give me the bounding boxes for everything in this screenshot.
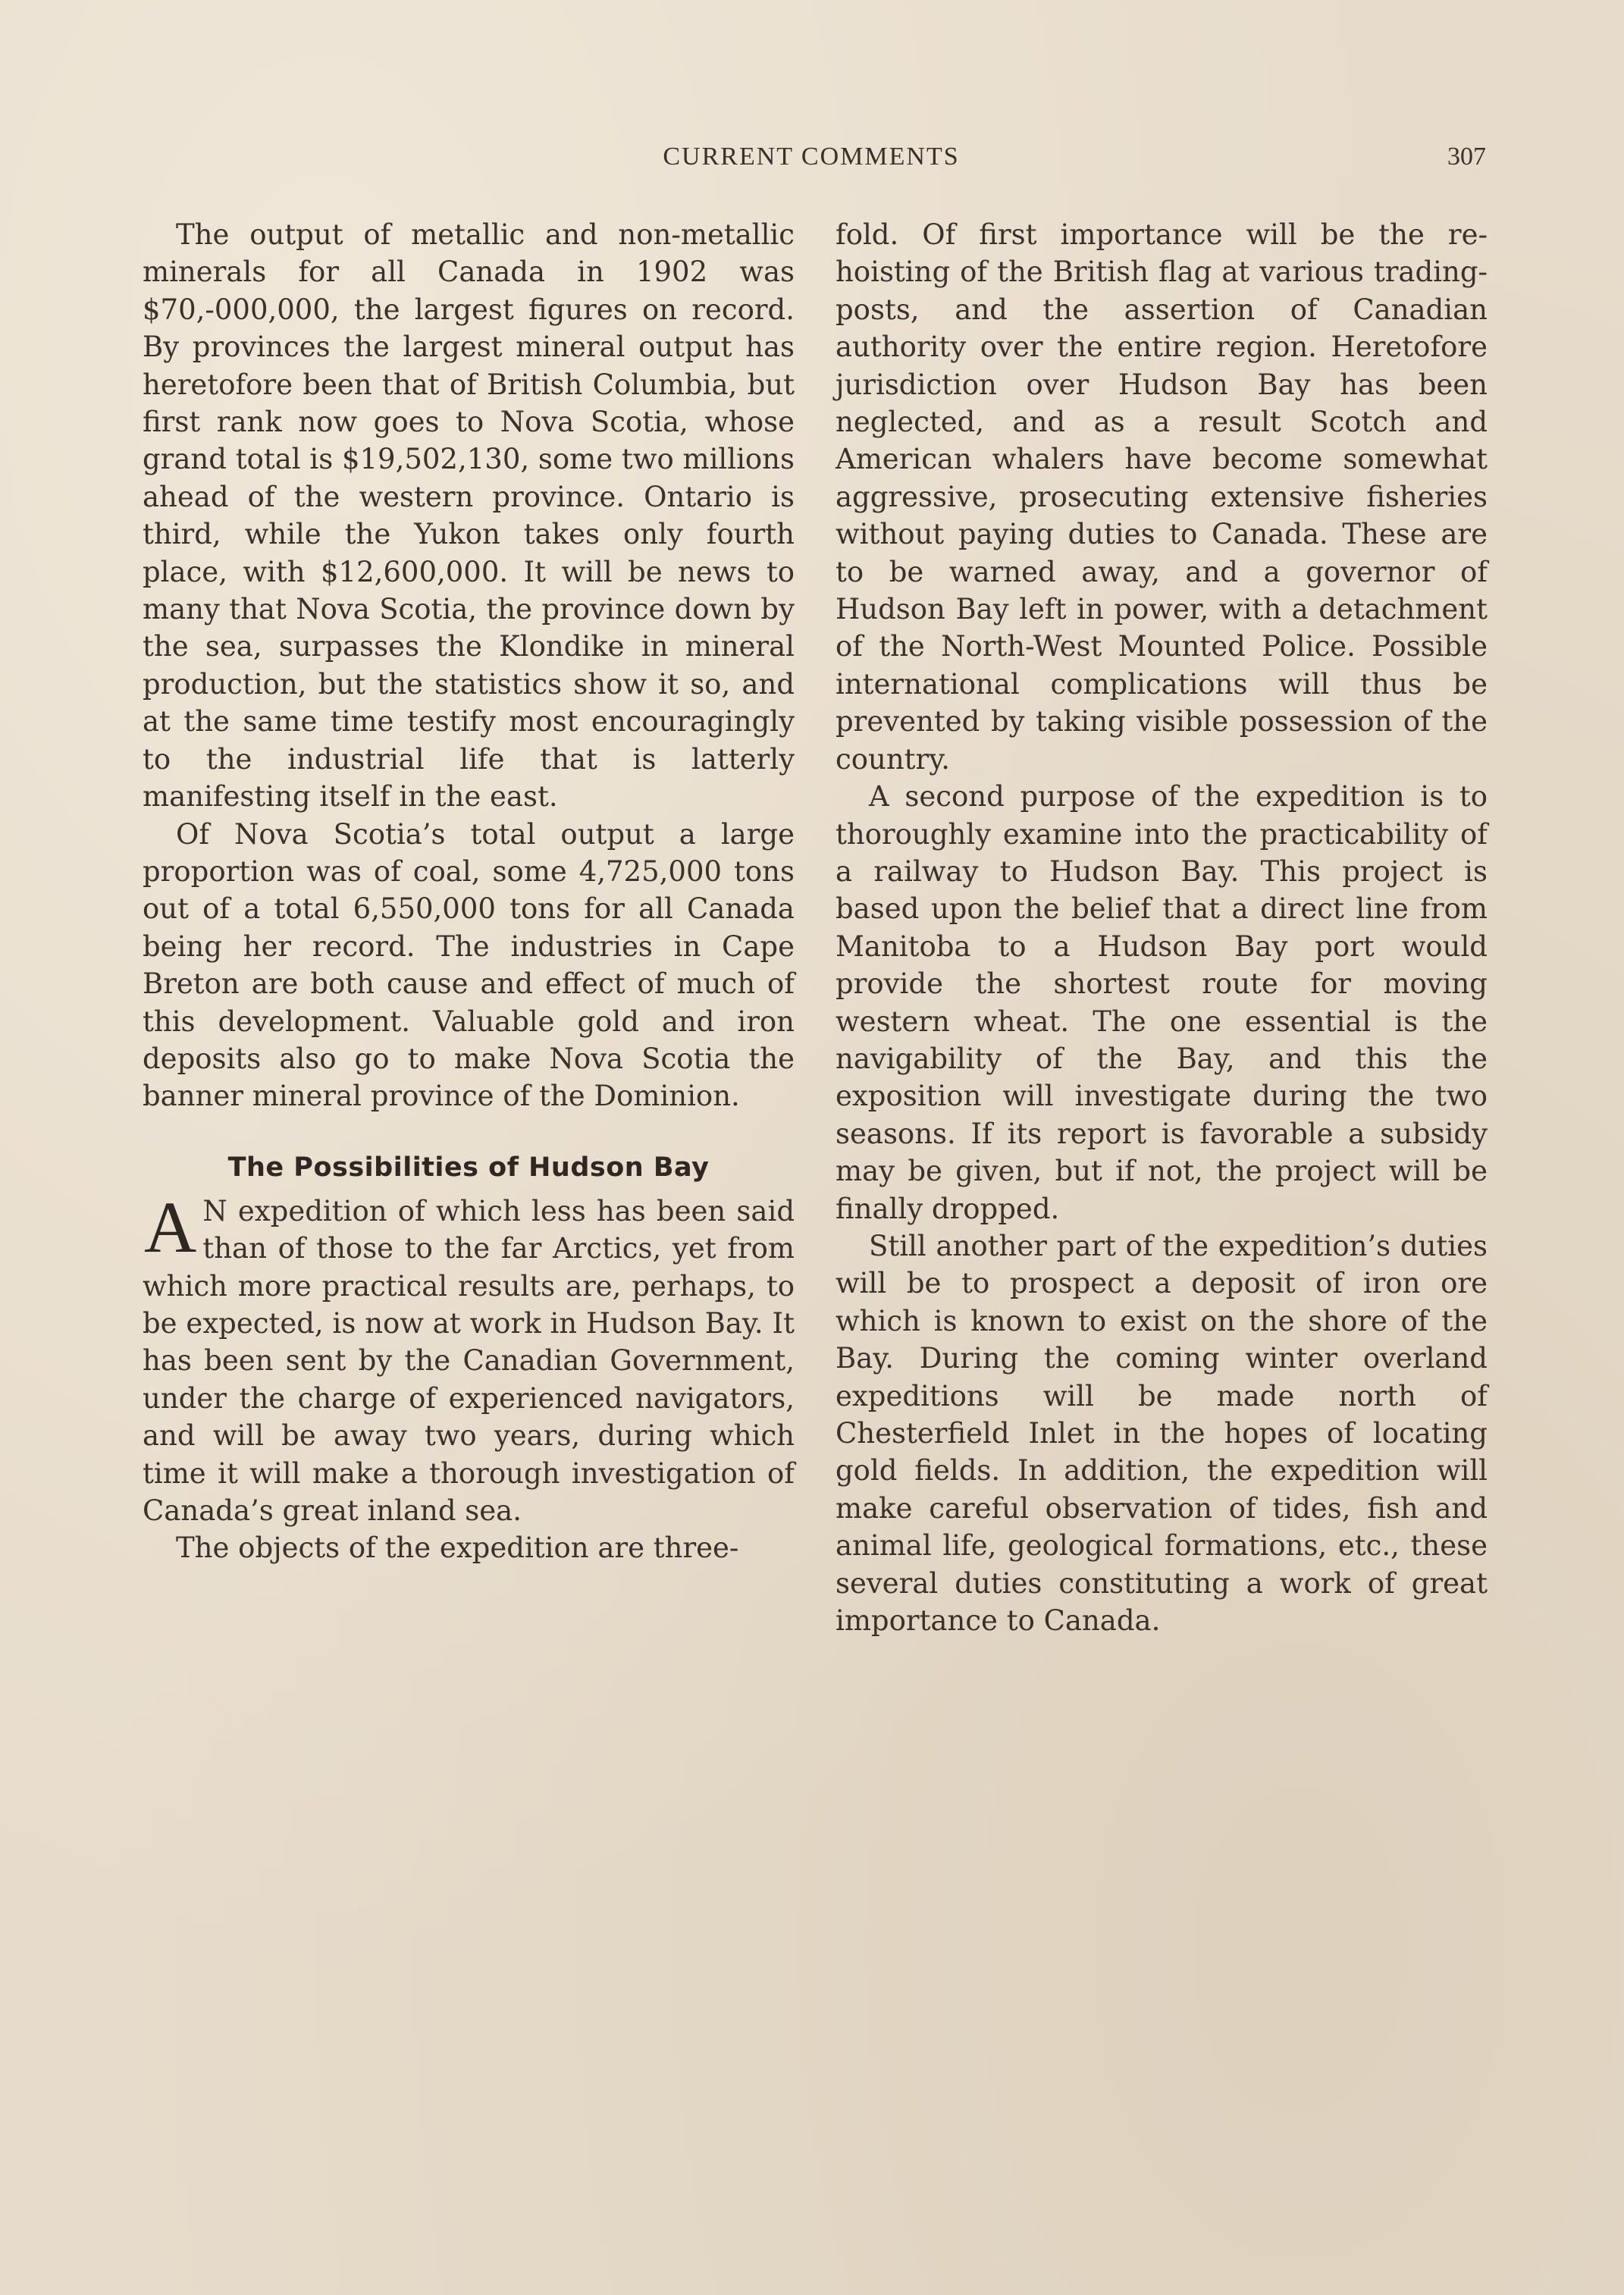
paragraph-expedition-intro [143, 1186, 795, 1530]
drop-cap: A [144, 1186, 197, 1268]
paragraph-objects: The objects of the expedition are three- [176, 1532, 739, 1565]
section-heading: The Possibilities of Hudson Bay [227, 1152, 710, 1183]
paragraph-expedition-intro-text: expedition of which less has been said than of those to the far Arctics, yet from which more practical results are, perhaps, to be expected, is now at work in Hudson Bay. It has been sent by the Canadian Government, under the charge of experienced navigators, and will be away two years, during which time it will make a thorough investigation of Canada’s great inland sea. [143, 1194, 795, 1527]
paragraph-objects-continued: fold. Of first importance will be the re-hoisting of the British flag at various trading-posts, and the assertion of Canadian authority over the entire region. Heretofore jurisdiction over Hudson Bay has been neglected, and as a result Scotch and American whalers have become somewhat aggressive, prosecuting extensive fisheries without paying duties to Canada. These are to be warned away, and a governor of Hudson Bay left in power, with a detachment of the North-West Mounted Police. Possible international complications will thus be prevented by taking visible possession of the country. [836, 218, 1488, 776]
paragraph-mineral-output: The output of metallic and non-metallic minerals for all Canada in 1902 was $70,-000,000, the largest figures on record. By provinces the largest mineral output has heretofore been that of British Columbia, but first rank now goes to Nova Scotia, whose grand total is $19,502,130, some two millions ahead of the western province. Ontario is third, while the Yukon takes only fourth place, with $12,600,000. It will be news to many that Nova Scotia, the province down by the sea, surpasses the Klondike in mineral production, but the statistics show it so, and at the same time testify most encouragingly to the industrial life that is latterly manifesting itself in the east. [143, 218, 795, 814]
page-header [0, 143, 1624, 180]
paragraph-railway: A second purpose of the expedition is to thoroughly examine into the practicability of a railway to Hudson Bay. This project is based upon the belief that a direct line from Manitoba to a Hudson Bay port would provide the shortest route for moving western wheat. The one essential is the navigability of the Bay, and this the exposition will investigate during the two seasons. If its report is favorable a subsidy may be given, but if not, the project will be finally dropped. [836, 780, 1488, 1225]
drop-cap-continuation: N [202, 1194, 227, 1227]
left-column [143, 216, 795, 1567]
running-head: CURRENT COMMENTS [663, 143, 960, 171]
paragraph-iron-ore: Still another part of the expedition’s duties will be to prospect a deposit of iron ore which is known to exist on the shore of the Bay. During the coming winter overland expeditions will be made north of Chesterfield Inlet in the hopes of locating gold fields. In addition, the expedition will make careful observation of tides, fish and animal life, geological formations, etc., these several duties constituting a work of great importance to Canada. [836, 1229, 1488, 1638]
paragraph-nova-scotia-coal: Of Nova Scotia’s total output a large proportion was of coal, some 4,725,000 tons out of a total 6,550,000 tons for all Canada being her record. The industries in Cape Breton are both cause and effect of much of this development. Valuable gold and iron deposits also go to make Nova Scotia the banner mineral province of the Dominion. [143, 817, 795, 1113]
right-column [836, 216, 1488, 1639]
page-number: 307 [1447, 143, 1486, 171]
